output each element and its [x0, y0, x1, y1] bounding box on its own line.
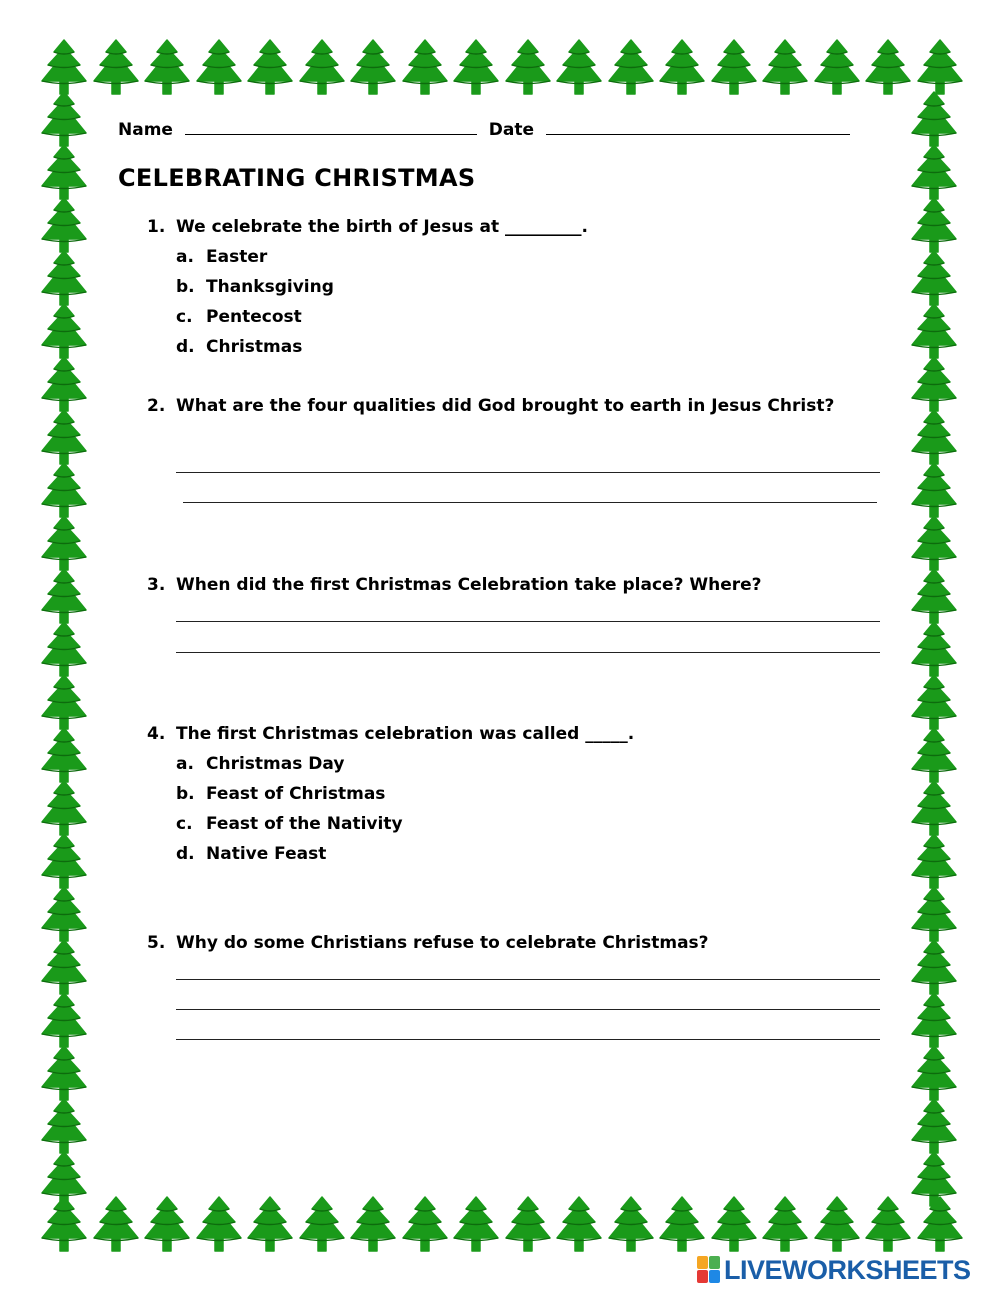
tree-icon [910, 249, 958, 307]
tree-icon [40, 1150, 88, 1208]
tree-icon [910, 90, 958, 148]
tree-icon [910, 143, 958, 201]
tree-icon [710, 1195, 758, 1253]
question-text: We celebrate the birth of Jesus at _________. [176, 217, 588, 237]
tree-icon [910, 461, 958, 519]
answer-line-2b[interactable] [183, 502, 877, 503]
option-letter: d. [176, 844, 195, 864]
tree-icon [40, 249, 88, 307]
tree-icon [40, 885, 88, 943]
name-date-row [118, 120, 850, 140]
question-1 [147, 212, 866, 242]
tree-icon [910, 196, 958, 254]
question-number: 4. [147, 724, 166, 744]
tree-icon [143, 38, 191, 96]
option-1c[interactable] [176, 302, 302, 332]
tree-icon [349, 38, 397, 96]
tree-icon [504, 1195, 552, 1253]
question-number: 2. [147, 396, 166, 416]
option-letter: d. [176, 337, 195, 357]
option-text: Native Feast [206, 844, 327, 864]
tree-icon [910, 991, 958, 1049]
tree-icon [910, 673, 958, 731]
tree-icon [40, 620, 88, 678]
option-text: Pentecost [206, 307, 302, 327]
tree-icon [401, 38, 449, 96]
tree-icon [40, 143, 88, 201]
date-field[interactable] [546, 120, 850, 135]
option-letter: c. [176, 307, 193, 327]
tree-icon [40, 991, 88, 1049]
name-label: Name [118, 120, 173, 140]
option-text: Feast of the Nativity [206, 814, 403, 834]
tree-icon [401, 1195, 449, 1253]
option-text: Christmas [206, 337, 303, 357]
question-text: What are the four qualities did God brought to earth in Jesus Christ? [176, 396, 835, 416]
tree-icon [761, 1195, 809, 1253]
tree-icon [40, 196, 88, 254]
tree-icon [298, 38, 346, 96]
tree-icon [195, 38, 243, 96]
option-text: Thanksgiving [206, 277, 334, 297]
tree-icon [504, 38, 552, 96]
option-4a[interactable] [176, 749, 344, 779]
tree-icon [910, 302, 958, 360]
tree-icon [40, 779, 88, 837]
option-letter: c. [176, 814, 193, 834]
tree-icon [658, 38, 706, 96]
option-4c[interactable] [176, 809, 403, 839]
tree-icon [40, 567, 88, 625]
option-letter: a. [176, 754, 194, 774]
tree-icon [349, 1195, 397, 1253]
tree-icon [92, 1195, 140, 1253]
tree-icon [40, 1044, 88, 1102]
answer-line-2a[interactable] [176, 472, 880, 473]
tree-icon [555, 1195, 603, 1253]
tree-icon [40, 938, 88, 996]
question-text: The first Christmas celebration was called _____. [176, 724, 635, 744]
tree-icon [246, 1195, 294, 1253]
option-letter: b. [176, 277, 195, 297]
name-field[interactable] [185, 120, 477, 135]
tree-icon [710, 38, 758, 96]
tree-icon [658, 1195, 706, 1253]
option-text: Christmas Day [206, 754, 345, 774]
question-text: Why do some Christians refuse to celebrate Christmas? [176, 933, 709, 953]
question-3 [147, 570, 866, 600]
question-number: 3. [147, 575, 166, 595]
tree-icon [40, 514, 88, 572]
liveworksheets-logo [697, 1255, 971, 1285]
answer-line-5c[interactable] [176, 1039, 880, 1040]
tree-icon [910, 885, 958, 943]
tree-icon [195, 1195, 243, 1253]
tree-icon [864, 1195, 912, 1253]
tree-icon [916, 38, 964, 96]
option-text: Easter [206, 247, 268, 267]
tree-icon [40, 355, 88, 413]
tree-icon [40, 832, 88, 890]
question-5 [147, 928, 866, 958]
tree-icon [298, 1195, 346, 1253]
question-number: 5. [147, 933, 166, 953]
date-label: Date [488, 120, 535, 140]
question-2 [147, 391, 836, 421]
answer-line-3b[interactable] [176, 652, 880, 653]
option-4d[interactable] [176, 839, 326, 869]
tree-icon [910, 355, 958, 413]
tree-icon [910, 938, 958, 996]
tree-icon [910, 514, 958, 572]
tree-icon [910, 779, 958, 837]
tree-icon [864, 38, 912, 96]
tree-icon [813, 1195, 861, 1253]
tree-icon [452, 1195, 500, 1253]
logo-badge-icon [697, 1256, 721, 1284]
tree-icon [452, 38, 500, 96]
tree-icon [92, 38, 140, 96]
option-text: Feast of Christmas [206, 784, 386, 804]
tree-icon [910, 832, 958, 890]
tree-icon [761, 38, 809, 96]
option-4b[interactable] [176, 779, 385, 809]
answer-line-3a[interactable] [176, 621, 880, 622]
tree-icon [910, 726, 958, 784]
question-4 [147, 719, 866, 749]
tree-icon [555, 38, 603, 96]
question-text: When did the first Christmas Celebration take place? Where? [176, 575, 762, 595]
option-letter: a. [176, 247, 194, 267]
option-1b[interactable] [176, 272, 334, 302]
tree-icon [910, 1150, 958, 1208]
tree-icon [40, 1097, 88, 1155]
tree-icon [40, 673, 88, 731]
tree-icon [40, 408, 88, 466]
option-1a[interactable] [176, 242, 267, 272]
tree-icon [910, 408, 958, 466]
option-1d[interactable] [176, 332, 302, 362]
tree-icon [910, 1097, 958, 1155]
tree-icon [40, 38, 88, 96]
answer-line-5b[interactable] [176, 1009, 880, 1010]
tree-icon [143, 1195, 191, 1253]
tree-icon [40, 726, 88, 784]
tree-icon [40, 302, 88, 360]
tree-icon [910, 567, 958, 625]
tree-icon [40, 90, 88, 148]
question-number: 1. [147, 217, 166, 237]
option-letter: b. [176, 784, 195, 804]
tree-icon [246, 38, 294, 96]
page-title: CELEBRATING CHRISTMAS [118, 164, 476, 192]
tree-icon [813, 38, 861, 96]
tree-icon [910, 620, 958, 678]
answer-line-5a[interactable] [176, 979, 880, 980]
tree-icon [910, 1044, 958, 1102]
tree-icon [607, 1195, 655, 1253]
tree-icon [40, 461, 88, 519]
logo-text: LIVEWORKSHEETS [724, 1254, 971, 1285]
tree-icon [607, 38, 655, 96]
